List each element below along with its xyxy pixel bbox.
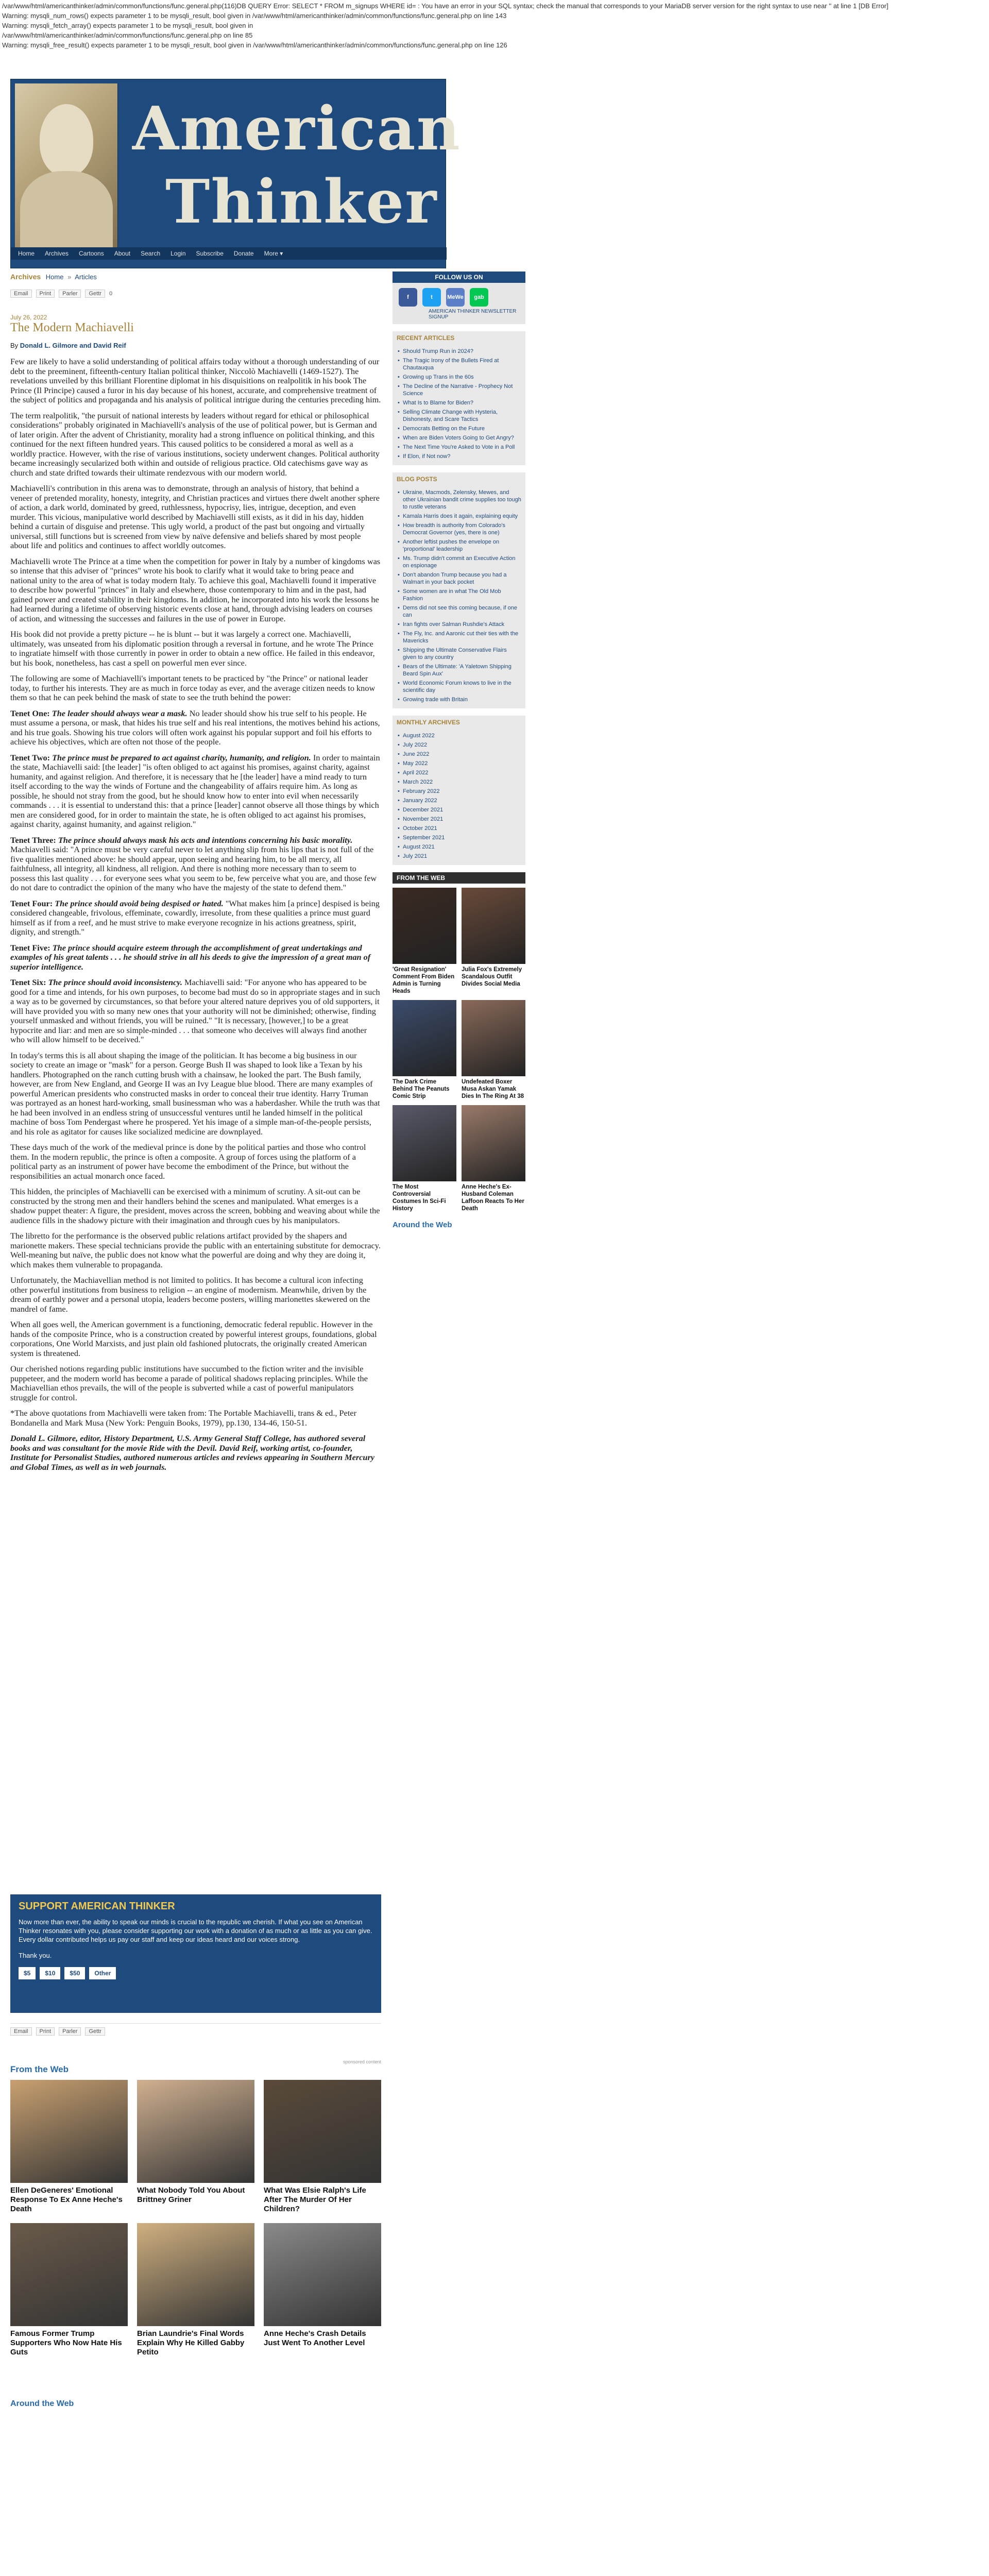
- machiavelli-bust-image: [15, 83, 118, 257]
- blog-posts-box: [393, 472, 525, 708]
- tenet-label: Tenet Two:: [10, 752, 50, 762]
- blog-post-link[interactable]: • Dems did not see this coming because, if one can: [399, 603, 521, 620]
- tenet-body: No leader should show his true self to his people. He must assume a persona, or mask, that hides his true self and his real intentions, the motives behind his actions, and his true goals. Showing his true colors will often work against his popular support and foil his efforts to achieve his objectives, which are often not those of the people.: [10, 708, 380, 747]
- donation-amount-button[interactable]: Other: [89, 1967, 116, 1979]
- article-paragraph: Few are likely to have a solid understanding of political affairs today without a thorough understanding of our debt to the preeminent, fifteenth-century Italian political thinker, Niccolò Machiavelli (1469-1527). The revelations unveiled by this brilliant Florentine diplomat in his disquisitions on realpolitik in his book The Prince (Il Principe) caused a furor in his day because of his honest, accurate, and comprehensive treatment of the subject of politics and propaganda and his analysis of political intrigue during the centuries preceding him.: [10, 357, 381, 404]
- main-nav: [11, 247, 447, 260]
- tenet-heading: The prince should avoid being despised or hated.: [53, 898, 224, 908]
- parler-share-button[interactable]: Parler: [59, 290, 81, 298]
- blog-post-link[interactable]: • Bears of the Ultimate: 'A Yaletown Shipping Beard Spin Aux': [399, 662, 521, 679]
- from-the-web-side-item[interactable]: [393, 1000, 456, 1100]
- article-paragraph: Machiavelli's contribution in this arena was to demonstrate, through an analysis of history, that behind a veneer of pretended morality, honesty, integrity, and Christian practices and virtues there dwelt another sphere of action, a dark world, dominated by greed, ruthlessness, hypocrisy, lies, intrigue, deception, and even murder. This vicious, manipulative world described by Machiavelli still exists, as it did in his day, hidden behind a curtain of disguise and pretense. This ugly world, a product of the past but ongoing and virtually universal, still functions but is screened from view by naïve defensive and beliefs shared by most people about life and politics and continues to affect worldly outcomes.: [10, 483, 380, 550]
- from-the-web-item[interactable]: [10, 2223, 128, 2357]
- article-paragraph: The following are some of Machiavelli's important tenets to be practiced by "the Prince" or national leader today, to further his interests. They are as much in force today as ever, and the average citizen needs to know them so that he can peek behind the mask of state to see the truth behind the power:: [10, 673, 376, 702]
- monthly-archives-heading: MONTHLY ARCHIVES: [393, 716, 525, 729]
- from-the-web-side-caption[interactable]: 'Great Resignation' Comment From Biden Admin is Turning Heads: [393, 967, 455, 994]
- from-the-web-side-thumbnail[interactable]: [393, 1000, 456, 1076]
- recent-article-link[interactable]: • The Decline of the Narrative - Prophecy Not Science: [399, 382, 521, 398]
- php-warning-line: Warning: mysqli_fetch_array() expects parameter 1 to be mysqli_result, bool given in: [2, 22, 253, 29]
- monthly-archive-link[interactable]: • June 2022: [399, 750, 521, 759]
- tenet-heading: The prince must be prepared to act against charity, humanity, and religion.: [50, 752, 311, 762]
- article-paragraph: *The above quotations from Machiavelli were taken from: The Portable Machiavelli, trans & ed., Peter Bondanella and Mark Musa (New York: Penguin Books, 1979), pp.130, 134-46, 150-51.: [10, 1408, 356, 1428]
- blog-posts-heading: BLOG POSTS: [393, 472, 525, 486]
- tenet-paragraph: [10, 978, 381, 1045]
- share-bar: [10, 287, 381, 300]
- article-body: [10, 357, 381, 1478]
- recent-article-link[interactable]: • Selling Climate Change with Hysteria, Dishonesty, and Scare Tactics: [399, 408, 521, 424]
- monthly-archive-link[interactable]: • September 2021: [399, 833, 521, 842]
- article-paragraph: When all goes well, the American government is a functioning, democratic federal republic. However in the hands of the composite Prince, who is a construction created by powerful interest groups, foundations, global corporations, One World Marxists, and just plain old fashioned plutocrats, the originally created American system is threatened.: [10, 1319, 377, 1358]
- from-the-web-side-item[interactable]: [462, 1000, 525, 1100]
- tenet-heading: The prince should avoid inconsistency.: [46, 977, 182, 987]
- breadcrumb-home[interactable]: Home: [45, 273, 64, 281]
- article-paragraph: The term realpolitik, "the pursuit of national interests by leaders without regard for ethical or philosophical considerations" probably originated in Machiavelli's analysis of the use of political power, but is German and of later origin. After the advent of Christianity, morality had a strong influence on political thinking, and this continued for the next fifteen hundred years. This caused politics to be considered a moral as well as a worldly practice. However, with the rise of various institutions, society underwent changes. Political authority became increasingly secularized both within and outside of religious practice. Old catechisms gave way as church and state drifted towards their ultimate rendezvous with our modern world.: [10, 410, 380, 478]
- monthly-archive-link[interactable]: • October 2021: [399, 824, 521, 833]
- from-the-web-side-thumbnail[interactable]: [462, 1000, 525, 1076]
- recent-articles-list: [393, 345, 525, 465]
- recent-articles-heading: RECENT ARTICLES: [393, 331, 525, 345]
- php-warning-line: /var/www/html/americanthinker/admin/common/functions/func.general.php(116)DB QUERY Error: SELECT * FROM m_signups WHERE id= : You have an error in your SQL syntax; check the manual that corresponds to your MariaDB server version for the right syntax to use near '' at line 1 [DB Error]: [2, 2, 889, 10]
- php-warning-line: Warning: mysqli_free_result() expects parameter 1 to be mysqli_result, bool given in /var/www/html/americanthinker/admin/common/functions/func.general.php on line 126: [2, 41, 507, 49]
- monthly-archive-link[interactable]: • November 2021: [399, 815, 521, 824]
- nav-item[interactable]: Search: [141, 250, 161, 257]
- follow-heading: FOLLOW US ON: [393, 272, 525, 283]
- tenet-label: Tenet Five:: [10, 942, 50, 953]
- recent-article-link[interactable]: • Growing up Trans in the 60s: [399, 372, 521, 382]
- monthly-archive-link[interactable]: • April 2022: [399, 768, 521, 777]
- blog-post-link[interactable]: • The Fly, Inc. and Aaronic cut their ties with the Mavericks: [399, 629, 521, 646]
- from-the-web-grid: [10, 2080, 381, 2357]
- logo-thinker[interactable]: Thinker: [165, 167, 438, 237]
- tenet-body: Machiavelli said: "A prince must be very careful never to let anything slip from his lips that is not full of the five qualities mentioned above: he should appear, upon seeing and hearing him, to be all mercy, all faithfulness, all integrity, all kindness, all religion. And there is nothing more necessary than to seem to possess this last quality . . . for everyone sees what you seem to be, few perceive what you are, and those few do not dare to contradict the opinion of the many who have the majesty of the state to defend them.": [10, 844, 377, 892]
- from-the-web-side-thumbnail[interactable]: [393, 888, 456, 964]
- tenet-body: Machiavelli said: "For anyone who has appeared to be good for a time and intends, for his own purposes, to become bad must do so in appropriate stages and in such a way as to be governed by circumstances, so that before your altered nature deprives you of old supporters, it will have provided you with so many new ones that your authority will not be diminished; otherwise, finding yourself unmasked and without friends, you will be ruined." "It is necessary, [however,] to be a great hypocrite and liar: and men are so simple-minded . . . that someone who deceives will always find another who will allow himself to be deceived.": [10, 977, 380, 1044]
- nav-item[interactable]: Subscribe: [196, 250, 224, 257]
- php-warnings: [0, 0, 989, 50]
- from-the-web-item[interactable]: [264, 2223, 381, 2357]
- blog-post-link[interactable]: • Kamala Harris does it again, explaining equity: [399, 512, 521, 521]
- byline-prefix: By: [10, 342, 20, 349]
- around-the-web-heading: Around the Web: [10, 2399, 74, 2408]
- tenet-label: Tenet One:: [10, 708, 50, 718]
- from-the-web-thumbnail[interactable]: [10, 2080, 128, 2183]
- article-paragraph: Machiavelli wrote The Prince at a time when the competition for power in Italy by a number of kingdoms was so intense that this adviser of "princes" wrote his book to clarify what it would take to bring peace and national unity to the area of what is today modern Italy. To achieve this goal, Machiavelli found it imperative to describe how powerful "princes" in Italy and elsewhere, those contemporary to him and in the past, had gained power and created stability in their kingdoms. In addition, he incorporated into his work the lessons he had learned during a lifetime of observing historic events close at hand, through advising leaders on courses of action, and witnessing the successes and failures in the use of power in Europe.: [10, 556, 381, 623]
- donation-amount-button[interactable]: $10: [40, 1967, 60, 1979]
- article-paragraph: In today's terms this is all about shaping the image of the politician. It has become a big business in our society to create an image or "mask" for a person. George Bush II was shaped to look like a Texan by his handlers. Photographed on the ranch cutting brush with a chainsaw, he looked the part. The Bush family, however, are from New England, and George II was an Ivy League blue blood. There are many examples of powerful American presidents who constructed masks in order to conceal their true identity. Harry Truman was portrayed as an honest hard-working, small businessman who was a haberdasher. While the truth was that he had been involved in an endless string of unsuccessful ventures until he landed himself in the political machine of boss Tom Pendergast where he prospered. Yet his image of a simple man-of-the-people persists, and his role as agitator for causes like socialized medicine are downplayed.: [10, 1050, 380, 1137]
- monthly-archives-box: [393, 716, 525, 865]
- recent-article-link[interactable]: • The Next Time You're Asked to Vote in a Poll: [399, 443, 521, 452]
- recent-article-link[interactable]: • What Is to Blame for Biden?: [399, 398, 521, 408]
- monthly-archives-list: [393, 729, 525, 865]
- follow-icons: [393, 283, 525, 324]
- blog-post-link[interactable]: • How breadth is authority from Colorado's Democrat Governor (yes, there is one): [399, 521, 521, 537]
- from-the-web-caption[interactable]: Ellen DeGeneres' Emotional Response To Ex Anne Heche's Death: [10, 2186, 123, 2213]
- masthead: [10, 79, 461, 268]
- from-the-web-side-caption[interactable]: Undefeated Boxer Musa Askan Yamak Dies In The Ring At 38: [462, 1079, 524, 1099]
- nav-item[interactable]: More ▾: [264, 250, 283, 257]
- support-heading: SUPPORT AMERICAN THINKER: [19, 1901, 175, 1912]
- blog-post-link[interactable]: • Growing trade with Britain: [399, 695, 521, 704]
- tenet-paragraph: [10, 943, 381, 972]
- monthly-archive-link[interactable]: • August 2022: [399, 731, 521, 740]
- support-text: Now more than ever, the ability to speak our minds is crucial to the republic we cherish. If what you see on American Thinker resonates with you, please consider supporting our work with a donation of as much or as little as you can give. Every dollar contributed helps us pay our staff and keep our ideas heard and our voices strong.: [19, 1918, 372, 1943]
- monthly-archive-link[interactable]: • December 2021: [399, 805, 521, 815]
- follow-box: [393, 272, 525, 324]
- recent-article-link[interactable]: • Democrats Betting on the Future: [399, 424, 521, 433]
- php-warning-line: Warning: mysqli_num_rows() expects parameter 1 to be mysqli_result, bool given in /var/www/html/americanthinker/admin/common/functions/func.general.php on line 143: [2, 12, 507, 20]
- blog-post-link[interactable]: • Some women are in what The Old Mob Fashion: [399, 587, 521, 603]
- recent-article-link[interactable]: • If Elon, if Not now?: [399, 452, 521, 461]
- from-the-web-caption[interactable]: Brian Laundrie's Final Words Explain Why He Killed Gabby Petito: [137, 2329, 245, 2357]
- donation-amounts: [19, 1967, 373, 1979]
- blog-posts-list: [393, 486, 525, 708]
- tenet-paragraph: [10, 753, 381, 829]
- print-button[interactable]: Print: [36, 2027, 55, 2036]
- author-bio: Donald L. Gilmore, editor, History Department, U.S. Army General Staff College, has authored several books and was consultant for the movie Ride with the Devil. David Reif, working artist, co-founder, Institute for Personalist Studies, authored numerous articles and reviews appearing in Southern Mercury and Global Times, as well as in web journals.: [10, 1433, 375, 1472]
- from-the-web-side-thumbnail[interactable]: [393, 1105, 456, 1181]
- print-button[interactable]: Print: [36, 290, 55, 298]
- tenet-label: Tenet Three:: [10, 835, 56, 845]
- recent-article-link[interactable]: • Should Trump Run in 2024?: [399, 347, 521, 356]
- sidebar: [393, 272, 525, 1229]
- tenet-heading: The prince should always mask his acts and intentions concerning his basic morality.: [56, 835, 353, 845]
- gab-icon[interactable]: gab: [470, 288, 488, 307]
- donation-amount-button[interactable]: $5: [19, 1967, 36, 1979]
- monthly-archive-link[interactable]: • May 2022: [399, 759, 521, 768]
- article-paragraph: This hidden, the principles of Machiavelli can be exercised with a minimum of scrutiny. A sit-out can be constructed by the strong men and their handlers behind the scenes and manipulated. What emerges is a shadow puppet theater: A figure, the president, moves across the screen, bobbing and weaving about while the audience fills in the shadowy picture with their imagination and through cues by his manipulators.: [10, 1187, 380, 1225]
- tenet-heading: The prince should acquire esteem through the accomplishment of great undertakings and examples of his great talents . . . he should strive in all his deeds to give the impression of a great man of superior intelligence.: [10, 942, 371, 972]
- share-count: 0: [109, 291, 113, 297]
- from-the-web-side-item[interactable]: [462, 888, 525, 995]
- from-the-web-caption[interactable]: Famous Former Trump Supporters Who Now Hate His Guts: [10, 2329, 122, 2357]
- recent-article-link[interactable]: • When are Biden Voters Going to Get Angry?: [399, 433, 521, 443]
- monthly-archive-link[interactable]: • March 2022: [399, 777, 521, 787]
- breadcrumb-articles[interactable]: Articles: [75, 273, 97, 281]
- from-the-web-side-thumbnail[interactable]: [462, 888, 525, 964]
- from-the-web-main: [10, 2059, 381, 2357]
- from-the-web-side-item[interactable]: [393, 1105, 456, 1212]
- support-thanks: Thank you.: [19, 1952, 52, 1959]
- from-the-web-caption[interactable]: What Was Elsie Ralph's Life After The Murder Of Her Children?: [264, 2186, 366, 2213]
- breadcrumb-archives[interactable]: Archives: [10, 273, 41, 281]
- nav-item[interactable]: Cartoons: [79, 250, 104, 257]
- from-the-web-side-caption[interactable]: Anne Heche's Ex-Husband Coleman Laffoon Reacts To Her Death: [462, 1184, 524, 1212]
- twitter-icon[interactable]: t: [422, 288, 441, 307]
- tenet-body: "What makes him [a prince] despised is being considered changeable, frivolous, effeminate, cowardly, irresolute, from these qualities a prince must guard himself as if from a reef, and he must strive to make everyone recognize in his actions greatness, spirit, dignity, and strength.": [10, 898, 380, 937]
- blog-post-link[interactable]: • Ms. Trump didn't commit an Executive Action on espionage: [399, 554, 521, 570]
- blog-post-link[interactable]: • Iran fights over Salman Rushdie's Attack: [399, 620, 521, 629]
- php-warning-line: /var/www/html/americanthinker/admin/common/functions/func.general.php on line 85: [2, 31, 253, 39]
- logo-american[interactable]: American: [132, 94, 461, 164]
- from-the-web-side-caption[interactable]: Julia Fox's Extremely Scandalous Outfit Divides Social Media: [462, 967, 522, 987]
- gettr-share-button[interactable]: Gettr: [85, 290, 105, 298]
- article-paragraph: These days much of the work of the medieval prince is done by the political parties and those who control them. In the modern republic, the prince is often a composite. A group of forces using the platform of a political party as an instrument of power have become the embodiment of the Prince, but without the responsibilities an actual monarch once faced.: [10, 1142, 366, 1181]
- monthly-archive-link[interactable]: • February 2022: [399, 787, 521, 796]
- from-the-web-side-heading: FROM THE WEB: [393, 872, 525, 884]
- monthly-archive-link[interactable]: • July 2022: [399, 740, 521, 750]
- from-the-web-caption[interactable]: What Nobody Told You About Brittney Griner: [137, 2186, 245, 2204]
- author-link[interactable]: Donald L. Gilmore and David Reif: [20, 342, 126, 349]
- gettr-share-button[interactable]: Gettr: [85, 2027, 105, 2036]
- from-the-web-thumbnail[interactable]: [264, 2223, 381, 2326]
- nav-item[interactable]: Archives: [45, 250, 69, 257]
- byline: [10, 342, 126, 349]
- article-paragraph: Unfortunately, the Machiavellian method is not limited to politics. It has become a cultural icon infecting other powerful institutions from business to religion -- an engine of modernism. Meanwhile, driven by the dream of earthly power and a personal utopia, leaders become posters, willing marionettes skewered on the mandrel of fame.: [10, 1275, 370, 1314]
- monthly-archive-link[interactable]: • August 2021: [399, 842, 521, 852]
- article-title: The Modern Machiavelli: [10, 321, 134, 334]
- recent-articles-box: [393, 331, 525, 465]
- from-the-web-item[interactable]: [137, 2223, 254, 2357]
- donation-amount-button[interactable]: $50: [64, 1967, 85, 1979]
- from-the-web-side-thumbnail[interactable]: [462, 1105, 525, 1181]
- tenet-paragraph: [10, 709, 381, 747]
- from-the-web-item[interactable]: [137, 2080, 254, 2214]
- article-date: July 26, 2022: [10, 314, 47, 321]
- article-paragraph: The libretto for the performance is the observed public relations artifact provided by the shapers and marionette makers. These special technicians provide the public with an entertaining substitute for democracy. Well-meaning but naïve, the public does not know what the powerful are doing and why they are doing it, which makes them vulnerable to propaganda.: [10, 1231, 381, 1269]
- nav-item[interactable]: Home: [18, 250, 35, 257]
- tenet-label: Tenet Four:: [10, 898, 53, 908]
- breadcrumb: Archives Home » Articles: [10, 273, 97, 281]
- from-the-web-heading: From the Web: [10, 2064, 69, 2074]
- mewe-icon[interactable]: MeWe: [446, 288, 465, 307]
- facebook-icon[interactable]: f: [399, 288, 417, 307]
- from-the-web-thumbnail[interactable]: [10, 2223, 128, 2326]
- tenet-paragraph: [10, 836, 381, 893]
- from-the-web-thumbnail[interactable]: [264, 2080, 381, 2183]
- nav-item[interactable]: Donate: [233, 250, 254, 257]
- tenet-label: Tenet Six:: [10, 977, 46, 987]
- from-the-web-thumbnail[interactable]: [137, 2080, 254, 2183]
- sponsored-label: sponsored content: [343, 2059, 381, 2064]
- nav-item[interactable]: Login: [170, 250, 186, 257]
- blog-post-link[interactable]: • Ukraine, Macmods, Zelensky, Mewes, and other Ukrainian bandit crime supplies too tough to rustle veterans: [399, 488, 521, 512]
- blog-post-link[interactable]: • Don't abandon Trump because you had a Walmart in your back pocket: [399, 570, 521, 587]
- from-the-web-caption[interactable]: Anne Heche's Crash Details Just Went To Another Level: [264, 2329, 366, 2347]
- from-the-web-side: [393, 872, 525, 1229]
- nav-item[interactable]: About: [114, 250, 131, 257]
- from-the-web-thumbnail[interactable]: [137, 2223, 254, 2326]
- newsletter-signup-link[interactable]: AMERICAN THINKER NEWSLETTER SIGNUP: [429, 309, 517, 320]
- email-share-button[interactable]: Email: [10, 290, 32, 298]
- from-the-web-side-item[interactable]: [462, 1105, 525, 1212]
- around-the-web-side-heading: Around the Web: [393, 1221, 452, 1229]
- from-the-web-item[interactable]: [264, 2080, 381, 2214]
- monthly-archive-link[interactable]: • July 2021: [399, 852, 521, 861]
- blog-post-link[interactable]: • Shipping the Ultimate Conservative Flairs given to any country: [399, 646, 521, 662]
- from-the-web-side-item[interactable]: [393, 888, 456, 995]
- from-the-web-item[interactable]: [10, 2080, 128, 2214]
- article-paragraph: Our cherished notions regarding public institutions have succumbed to the fiction writer and the invisible puppeteer, and the modern world has become a parade of political shadows replacing principles. While the Machiavellian ethos prevails, the will of the people is subverted while a cast of powerful manipulators struggle for control.: [10, 1364, 368, 1402]
- tenet-paragraph: [10, 899, 381, 937]
- blog-post-link[interactable]: • World Economic Forum knows to live in the scientific day: [399, 679, 521, 695]
- from-the-web-side-caption[interactable]: The Most Controversial Costumes In Sci-Fi History: [393, 1184, 446, 1212]
- parler-share-button[interactable]: Parler: [59, 2027, 81, 2036]
- support-box: [10, 1894, 381, 2013]
- article-paragraph: His book did not provide a pretty picture -- he is blunt -- but it was largely a correct one. Machiavelli, ultimately, was unseated from his diplomatic position through a reversal in fortune, and he wrote The Prince to ingratiate himself with those currently in power in order to obtain a new office. He failed in this endeavor, but his book, nonetheless, has cast a spell on powerful men ever since.: [10, 629, 375, 668]
- monthly-archive-link[interactable]: • January 2022: [399, 796, 521, 805]
- blog-post-link[interactable]: • Another leftist pushes the envelope on 'proportional' leadership: [399, 537, 521, 554]
- email-share-button[interactable]: Email: [10, 2027, 32, 2036]
- tenet-body: In order to maintain the state, Machiavelli said: [the leader] "is often obliged to act against his promises, against charity, against humanity, and against religion. And therefore, it is necessary that he [the leader] have a mind ready to turn itself according to the way the winds of Fortune and the changeability of affairs require him. As long as possible, he should not stray from the good, but he should know how to enter into evil when necessarily commands . . . it is essential to understand this: that a prince [leader] cannot observe all those things by which men are considered good, for in order to maintain the state, he is often obliged to act against his promises, against charity, against humanity, and against religion.": [10, 752, 380, 829]
- share-bar-bottom: [10, 2023, 381, 2039]
- from-the-web-side-caption[interactable]: The Dark Crime Behind The Peanuts Comic Strip: [393, 1079, 450, 1099]
- recent-article-link[interactable]: • The Tragic Irony of the Bullets Fired at Chautauqua: [399, 356, 521, 372]
- tenet-heading: The leader should always wear a mask.: [49, 708, 187, 718]
